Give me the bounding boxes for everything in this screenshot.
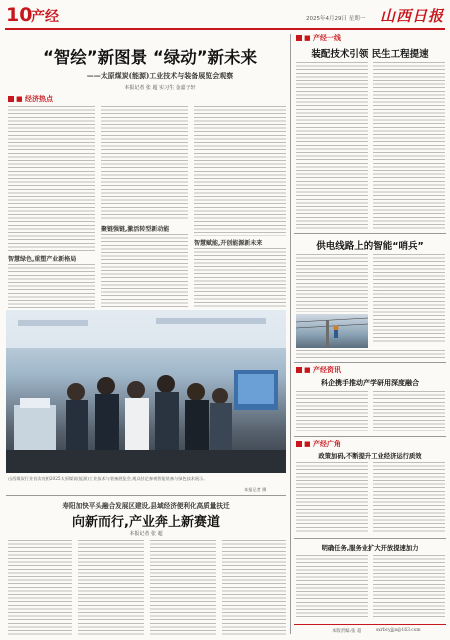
section-marker-icon [296,441,302,447]
right-story-4-col-a [296,462,368,534]
footer-rule [294,624,446,625]
second-col-4-text [222,540,286,636]
right-story-1-col-a [296,62,368,230]
lead-story-byline: 本报记者 张 超 实习生 金嘉子轩 [124,85,196,91]
industry-news-header [296,365,341,374]
right-story-2-col-a [296,254,368,312]
exhibition-photo-art [6,310,286,473]
masthead-rule [5,28,445,30]
lead-col-1b-text [8,264,95,308]
lead-col-3b-text [194,248,286,308]
lead-col-2b-text [101,234,188,308]
section-marker-icon [296,367,302,373]
industry-wide-angle-label: ■ 产经广角 [304,439,342,448]
right-story-2-col-b [373,254,445,342]
footer-email: sxrbcyjjjx@163.com [376,628,421,633]
lineman-photo [296,314,368,348]
second-col-1-text [8,540,72,636]
lead-col-2-text [101,106,188,220]
section-name: 产经 [31,9,59,25]
masthead [0,0,450,30]
photo-credit: 本报记者 摄 [244,487,267,492]
photo-caption: 山西煤炭行业首次亮相2025太原煤炭(能源)工业技术与装备展览会,观众驻足参观智能装备与绿色技术展示。 [8,476,208,481]
right-divider-4 [294,538,446,539]
lead-story-subtitle: ——太原煤炭(能源)工业技术与装备展览会观察 [86,71,234,80]
right-headline-4: 政策加码,不断提升工业经济运行质效 [318,453,422,460]
right-divider-2 [294,362,446,363]
section-marker-icon [296,35,302,41]
industry-news-label: ■ 产经资讯 [304,365,342,374]
right-story-3-col-a [296,391,368,431]
industry-frontline-header [296,33,341,42]
footer-editor: 本版责编:张 超 [332,629,362,634]
right-headline-3: 科企携手推动产学研用深度融合 [321,379,419,387]
industry-frontline-label: ■ 产经一线 [304,33,342,42]
column-divider [290,34,291,634]
right-divider-1 [294,233,446,234]
second-story-title: 向新而行,产业奔上新赛道 [72,515,220,530]
right-story-3-col-b [373,391,445,431]
second-col-2-text [78,540,144,636]
second-story-byline: 本报记者 张 超 [129,531,163,537]
lead-subhead-3: 智慧赋能,开创能源新未来 [194,240,263,247]
right-story-1-col-b [373,62,445,230]
industry-wide-angle-header [296,439,341,448]
right-divider-3 [294,436,446,437]
second-story-kicker: 寿阳加快平头融合发展区建设,县域经济便利化高质量扶迁 [62,502,230,510]
lead-col-3-text [194,106,286,236]
section-marker-icon [8,96,14,102]
right-headline-5: 明确任务,服务业扩大开放提速加力 [321,545,419,552]
econ-hotspot-label: ■ 经济热点 [16,94,54,103]
lineman-photo-art [296,314,368,348]
page-number: 10 [6,4,33,26]
lead-subhead-2: 聚链强链,激活转型新动能 [101,226,170,233]
right-story-2-col-c [296,350,445,358]
right-headline-1: 装配技术引领 民生工程提速 [311,49,429,60]
date-line: 2025年4月29日 星期一 [306,16,366,22]
right-headline-2: 供电线路上的智能“哨兵” [316,241,424,252]
right-story-5-col-a [296,555,368,619]
right-story-5-col-b [373,555,445,619]
right-story-4-col-b [373,462,445,534]
newspaper-logo: 山西日报 [380,7,445,25]
second-col-3-text [150,540,216,636]
exhibition-photo [6,310,286,473]
left-divider [6,495,286,496]
econ-hotspot-header [8,94,53,103]
lead-story-title: “智绘”新图景 “绿动”新未来 [42,48,258,67]
lead-subhead-1: 智慧绿色,重塑产业新格局 [8,256,77,263]
lead-col-1-text [8,106,95,252]
